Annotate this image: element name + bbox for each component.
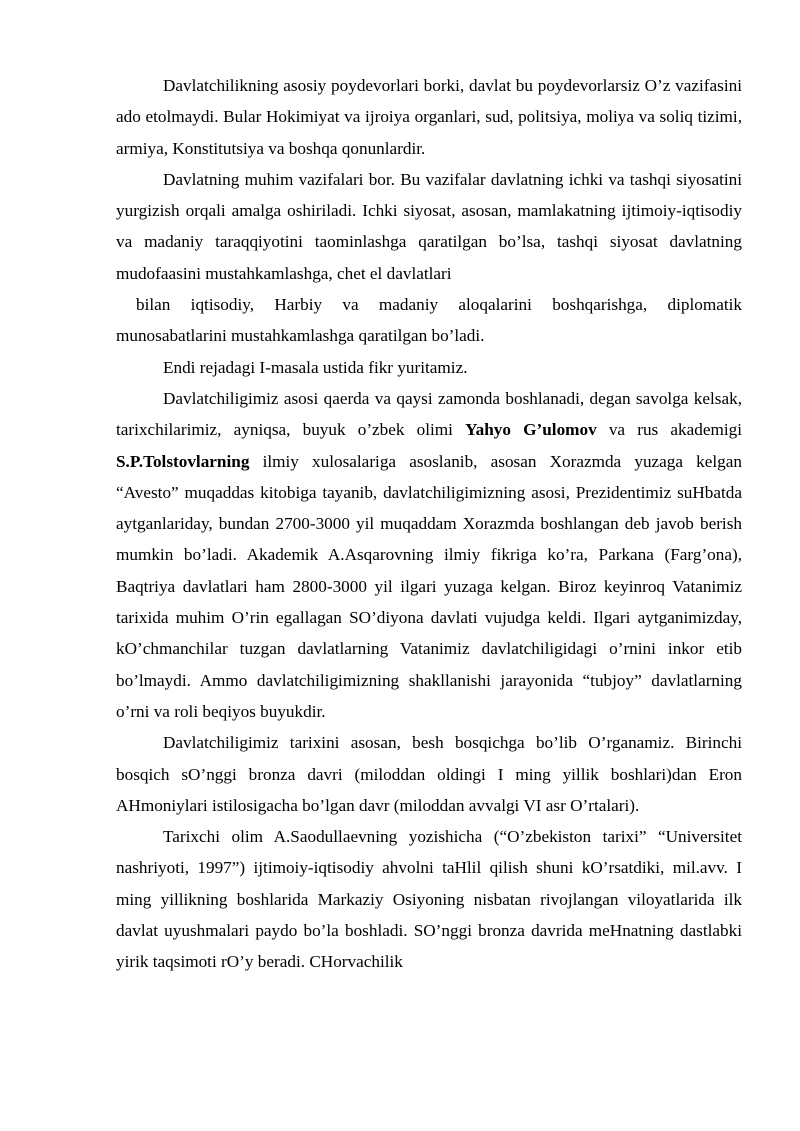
paragraph-foundations: Davlatchilikning asosiy poydevorlari borki, davlat bu poydevorlarsiz O’z vazifasini ado etolmaydi. Bular Hokimiyat va ijroiya organlari, sud, politsiya, moliya va soliq tizimi, armiya, Konstitutsiya va boshqa qonunlardir. (116, 76, 742, 158)
scholar-name-gulomov: Yahyo G’ulomov (465, 420, 597, 440)
paragraph-state-functions: Davlatning muhim vazifalari bor. Bu vazifalar davlatning ichki va tashqi siyosatini yurgizish orqali amalga oshiriladi. Ichki siyosat, asosan, mamlakatning ijtimoiy-iqtisodiy va madaniy taraqqiyotini taominlashga qaratilgan bo’lsa, tashqi siyosat davlatning mudofaasini mustahkamlashga, chet el davlatlari (116, 169, 742, 283)
paragraph-foreign-relations: bilan iqtisodiy, Harbiy va madaniy aloqalarini boshqarishga, diplomatik munosabatlarini mustahkamlashga qaratilgan bo’ladi. (116, 295, 742, 346)
origins-text-a: Davlatchiligimiz asosi qaerda va qaysi zamonda boshlanadi, degan savolga kelsak, tarixchilarimiz, ayniqsa, buyuk o’zbek olimi (116, 388, 742, 440)
scholar-name-tolstov: S.P.Tolstovlarning (116, 451, 250, 471)
paragraph-five-stages: Davlatchiligimiz tarixini asosan, besh bosqichga bo’lib O’rganamiz. Birinchi bosqich sO’nggi bronza davri (miloddan oldingi I ming yillik boshlari)dan Eron AHmoniylari istilosigacha bo’lgan davr (miloddan avvalgi VI asr O’rtalari). (116, 733, 742, 815)
paragraph-plan-item: Endi rejadagi I-masala ustida fikr yuritamiz. (163, 357, 468, 377)
origins-text-c: va rus akademigi (596, 420, 742, 440)
origins-text-d: ilmiy xulosalariga asoslanib, asosan Xorazmda yuzaga kelgan “Avesto” muqaddas kitobiga tayanib, davlatchiligimizning asosi, Prezidentimiz suHbatda aytganlariday, bundan 2700-3000 yil muqaddam Xorazmda boshlangan deb javob berish mumkin bo’ladi. Akademik A.Asqarovning ilmiy fikriga ko’ra, Parkana (Farg’ona), Baqtriya davlatlari ham 2800-3000 yil ilgari yuzaga kelgan. Biroz keyinroq Vatanimiz tarixida muhim O’rin egallagan SO’diyona davlati vujudga keldi. Ilgari aytganimizday, kO’chmanchilar tuzgan davlatlarning Vatanimiz davlatchiligidagi o’rnini inkor etib bo’lmaydi. Ammo davlatchiligimizning shakllanishi jarayonida “tubjoy” davlatlarning o’rni va roli beqiyos buyukdir. (116, 451, 742, 721)
document-page (116, 70, 742, 978)
paragraph-origins (116, 383, 742, 727)
paragraph-saodullaev: Tarixchi olim A.Saodullaevning yozishicha (“O’zbekiston tarixi” “Universitet nashriyoti, 1997”) ijtimoiy-iqtisodiy ahvolni taHlil qilish shuni kO’rsatdiki, mil.avv. I ming yillikning boshlarida Markaziy Osiyoning nisbatan rivojlangan viloyatlarida ilk davlat uyushmalari paydo bo’la boshladi. SO’nggi bronza davrida meHnatning dastlabki yirik taqsimoti rO’y beradi. CHorvachilik (116, 827, 742, 972)
